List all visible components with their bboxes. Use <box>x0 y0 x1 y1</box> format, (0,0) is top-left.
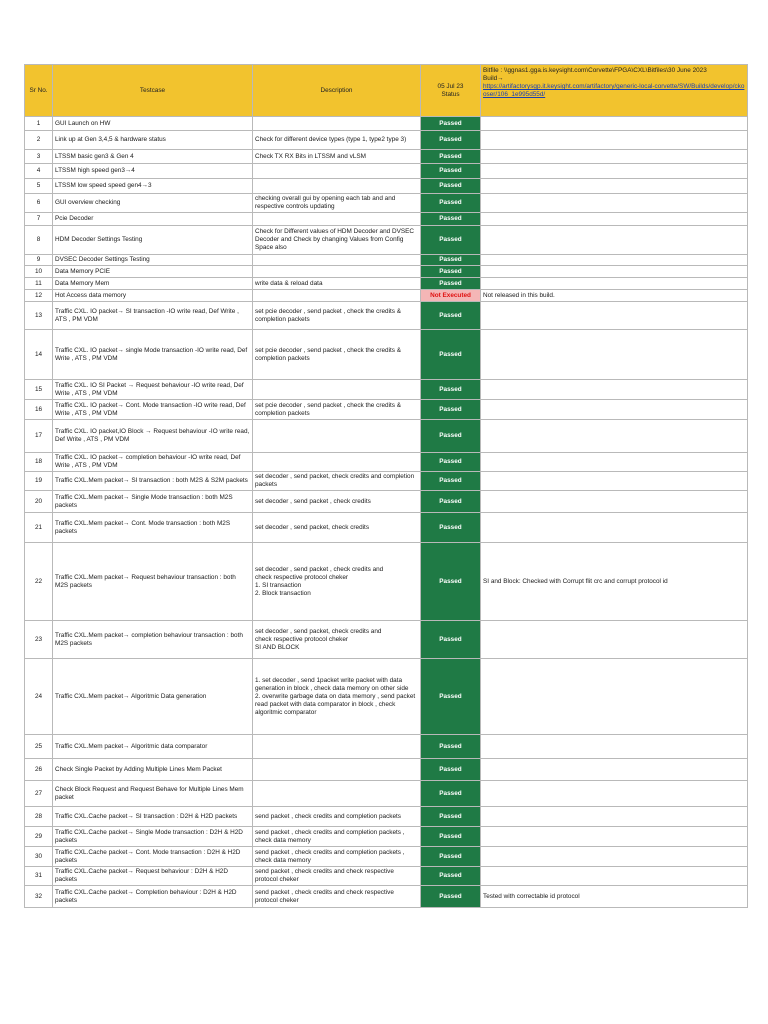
testcase-cell[interactable]: Traffic CXL.Mem packet→ completion behaviour transaction : both M2S packets <box>53 621 253 659</box>
sr-no-cell[interactable]: 7 <box>25 213 53 226</box>
description-cell[interactable]: set pcie decoder , send packet , check the credits & completion packets <box>253 400 421 420</box>
description-cell[interactable]: set decoder , send packet , check credits and check respective protocol cheker 1. SI transaction 2. Block transaction <box>253 543 421 621</box>
table-row <box>25 847 748 867</box>
build-note-cell[interactable] <box>481 278 748 290</box>
testcase-cell[interactable]: Check Single Packet by Adding Multiple Lines Mem Packet <box>53 759 253 781</box>
build-label: Build→ <box>483 75 504 82</box>
status-cell[interactable]: Passed <box>421 179 481 194</box>
build-note-cell[interactable] <box>481 302 748 330</box>
description-cell[interactable] <box>253 117 421 131</box>
sr-no-cell[interactable]: 13 <box>25 302 53 330</box>
status-cell[interactable]: Passed <box>421 847 481 867</box>
status-cell[interactable]: Passed <box>421 420 481 453</box>
build-note-cell[interactable] <box>481 380 748 400</box>
sr-no-cell[interactable]: 9 <box>25 255 53 266</box>
sr-no-cell[interactable]: 5 <box>25 179 53 194</box>
testcase-cell[interactable]: Data Memory Mem <box>53 278 253 290</box>
description-cell[interactable]: set decoder , send packet, check credits and completion packets <box>253 472 421 491</box>
build-note-cell[interactable] <box>481 513 748 543</box>
table-body <box>25 117 748 908</box>
table-row <box>25 827 748 847</box>
table-row <box>25 255 748 266</box>
description-cell[interactable]: Check for Different values of HDM Decoder and DVSEC Decoder and Check by changing Values from Config Space also <box>253 226 421 255</box>
table-row <box>25 759 748 781</box>
table-row <box>25 491 748 513</box>
build-note-cell[interactable] <box>481 491 748 513</box>
testcase-cell[interactable]: Traffic CXL. IO packet→ Cont. Mode transaction -IO write read, Def Write , ATS , PM VDM <box>53 400 253 420</box>
description-cell[interactable] <box>253 735 421 759</box>
header-sr-no[interactable]: Sr No. <box>25 65 53 117</box>
description-cell[interactable] <box>253 781 421 807</box>
description-cell[interactable]: Check TX RX Bits in LTSSM and vLSM <box>253 150 421 164</box>
build-note-cell[interactable] <box>481 807 748 827</box>
description-cell[interactable] <box>253 213 421 226</box>
build-note-cell[interactable] <box>481 867 748 886</box>
status-cell[interactable]: Passed <box>421 453 481 472</box>
status-cell[interactable]: Passed <box>421 226 481 255</box>
status-cell[interactable]: Passed <box>421 759 481 781</box>
testcase-cell[interactable]: Traffic CXL. IO packet→ completion behaviour -IO write read, Def Write , ATS , PM VDM <box>53 453 253 472</box>
table-row <box>25 330 748 380</box>
sr-no-cell[interactable]: 29 <box>25 827 53 847</box>
build-note-cell[interactable] <box>481 131 748 150</box>
testcase-cell[interactable]: LTSSM low speed speed gen4→3 <box>53 179 253 194</box>
testcase-cell[interactable]: Traffic CXL.Cache packet→ Single Mode transaction : D2H & H2D packets <box>53 827 253 847</box>
build-note-cell[interactable] <box>481 226 748 255</box>
status-cell[interactable]: Passed <box>421 659 481 735</box>
description-cell[interactable]: send packet , check credits and completion packets , check data memory <box>253 827 421 847</box>
build-note-cell[interactable] <box>481 150 748 164</box>
sr-no-cell[interactable]: 25 <box>25 735 53 759</box>
testcase-cell[interactable]: Traffic CXL. IO packet→ single Mode transaction -IO write read, Def Write , ATS , PM VDM <box>53 330 253 380</box>
status-cell[interactable]: Passed <box>421 278 481 290</box>
header-build-info[interactable] <box>481 65 748 117</box>
status-cell[interactable]: Passed <box>421 266 481 278</box>
test-results-table <box>24 64 748 908</box>
status-cell[interactable]: Passed <box>421 117 481 131</box>
table-row <box>25 621 748 659</box>
sr-no-cell[interactable]: 18 <box>25 453 53 472</box>
header-testcase[interactable]: Testcase <box>53 65 253 117</box>
table-row <box>25 513 748 543</box>
build-note-cell[interactable] <box>481 621 748 659</box>
description-cell[interactable]: send packet , check credits and completion packets , check data memory <box>253 847 421 867</box>
table-row <box>25 302 748 330</box>
description-cell[interactable] <box>253 179 421 194</box>
table-row <box>25 179 748 194</box>
description-cell[interactable]: 1. set decoder , send 1packet write packet with data generation in block , check data memory on other side 2. overwrite garbage data on data memory , send packet read packet with data comparator in block , check algoritmic comparator <box>253 659 421 735</box>
sr-no-cell[interactable]: 17 <box>25 420 53 453</box>
table-row <box>25 807 748 827</box>
build-note-cell[interactable]: Not released in this build. <box>481 290 748 302</box>
description-cell[interactable] <box>253 266 421 278</box>
testcase-cell[interactable]: LTSSM basic gen3 & Gen 4 <box>53 150 253 164</box>
testcase-cell[interactable]: Traffic CXL.Cache packet→ Cont. Mode transaction : D2H & H2D packets <box>53 847 253 867</box>
build-note-cell[interactable] <box>481 213 748 226</box>
build-note-cell[interactable]: SI and Block: Checked with Corrupt flit crc and corrupt protocol id <box>481 543 748 621</box>
description-cell[interactable]: set decoder , send packet , check credits <box>253 491 421 513</box>
description-cell[interactable]: send packet , check credits and completion packets <box>253 807 421 827</box>
build-note-cell[interactable] <box>481 735 748 759</box>
testcase-cell[interactable]: Traffic CXL.Mem packet→ Request behaviour transaction : both M2S packets <box>53 543 253 621</box>
status-cell[interactable]: Passed <box>421 472 481 491</box>
testcase-cell[interactable]: Traffic CXL.Mem packet→ Algoritmic Data generation <box>53 659 253 735</box>
build-note-cell[interactable] <box>481 781 748 807</box>
table-row <box>25 213 748 226</box>
status-cell[interactable]: Passed <box>421 491 481 513</box>
header-status-label: Status <box>441 90 460 98</box>
table-row <box>25 400 748 420</box>
description-cell[interactable]: send packet , check credits and check respective protocol cheker <box>253 867 421 886</box>
testcase-cell[interactable]: Traffic CXL. IO SI Packet → Request behaviour -IO write read, Def Write , ATS , PM VDM <box>53 380 253 400</box>
header-status[interactable] <box>421 65 481 117</box>
sr-no-cell[interactable]: 32 <box>25 886 53 908</box>
testcase-cell[interactable]: Link up at Gen 3,4,5 & hardware status <box>53 131 253 150</box>
sr-no-cell[interactable]: 8 <box>25 226 53 255</box>
testcase-cell[interactable]: Traffic CXL.Cache packet→ Completion behaviour : D2H & H2D packets <box>53 886 253 908</box>
sr-no-cell[interactable]: 16 <box>25 400 53 420</box>
build-note-cell[interactable] <box>481 827 748 847</box>
build-note-cell[interactable] <box>481 266 748 278</box>
sr-no-cell[interactable]: 28 <box>25 807 53 827</box>
status-cell[interactable]: Passed <box>421 150 481 164</box>
testcase-cell[interactable]: Traffic CXL.Mem packet→ Single Mode transaction : both M2S packets <box>53 491 253 513</box>
table-row <box>25 131 748 150</box>
description-cell[interactable]: set pcie decoder , send packet , check the credits & completion packets <box>253 302 421 330</box>
sr-no-cell[interactable]: 31 <box>25 867 53 886</box>
testcase-cell[interactable]: HDM Decoder Settings Testing <box>53 226 253 255</box>
build-note-cell[interactable] <box>481 659 748 735</box>
sr-no-cell[interactable]: 20 <box>25 491 53 513</box>
status-cell[interactable]: Passed <box>421 330 481 380</box>
testcase-cell[interactable]: Traffic CXL.Mem packet→ SI transaction : both M2S & S2M packets <box>53 472 253 491</box>
build-link[interactable]: https://artifactorysgp.it.keysight.com/artifactory/generic-local-corvette/SW/Builds/develop/ckooser/106_1e995d55d/ <box>483 83 745 98</box>
build-note-cell[interactable] <box>481 255 748 266</box>
description-cell[interactable]: Check for different device types (type 1, type2 type 3) <box>253 131 421 150</box>
sr-no-cell[interactable]: 15 <box>25 380 53 400</box>
testcase-cell[interactable]: LTSSM high speed gen3→4 <box>53 164 253 179</box>
build-note-cell[interactable] <box>481 847 748 867</box>
sr-no-cell[interactable]: 1 <box>25 117 53 131</box>
build-note-cell[interactable] <box>481 400 748 420</box>
build-note-cell[interactable] <box>481 179 748 194</box>
description-cell[interactable] <box>253 759 421 781</box>
table-row <box>25 278 748 290</box>
status-cell[interactable]: Passed <box>421 543 481 621</box>
build-note-cell[interactable] <box>481 194 748 213</box>
testcase-cell[interactable]: Hot Access data memory <box>53 290 253 302</box>
build-note-cell[interactable] <box>481 117 748 131</box>
testcase-cell[interactable]: Check Block Request and Request Behave for Multiple Lines Mem packet <box>53 781 253 807</box>
testcase-cell[interactable]: GUI Launch on HW <box>53 117 253 131</box>
table-row <box>25 194 748 213</box>
table-row <box>25 886 748 908</box>
sr-no-cell[interactable]: 19 <box>25 472 53 491</box>
status-cell[interactable]: Passed <box>421 735 481 759</box>
description-cell[interactable] <box>253 420 421 453</box>
table-row <box>25 164 748 179</box>
sr-no-cell[interactable]: 23 <box>25 621 53 659</box>
sr-no-cell[interactable]: 3 <box>25 150 53 164</box>
sr-no-cell[interactable]: 21 <box>25 513 53 543</box>
status-cell[interactable]: Passed <box>421 867 481 886</box>
header-description[interactable]: Description <box>253 65 421 117</box>
description-cell[interactable] <box>253 164 421 179</box>
table-row <box>25 781 748 807</box>
build-note-cell[interactable] <box>481 759 748 781</box>
table-row <box>25 380 748 400</box>
table-row <box>25 290 748 302</box>
table-row <box>25 117 748 131</box>
sr-no-cell[interactable]: 14 <box>25 330 53 380</box>
testcase-cell[interactable]: GUI overview checking <box>53 194 253 213</box>
status-cell[interactable]: Passed <box>421 213 481 226</box>
table-row <box>25 472 748 491</box>
status-cell[interactable]: Passed <box>421 131 481 150</box>
testcase-cell[interactable]: Traffic CXL.Mem packet→ Cont. Mode transaction : both M2S packets <box>53 513 253 543</box>
build-note-cell[interactable] <box>481 420 748 453</box>
status-cell[interactable]: Passed <box>421 194 481 213</box>
testcase-cell[interactable]: Traffic CXL.Cache packet→ SI transaction : D2H & H2D packets <box>53 807 253 827</box>
description-cell[interactable] <box>253 255 421 266</box>
status-cell[interactable]: Passed <box>421 827 481 847</box>
build-note-cell[interactable] <box>481 472 748 491</box>
build-note-cell[interactable] <box>481 330 748 380</box>
status-cell[interactable]: Passed <box>421 302 481 330</box>
status-cell[interactable]: Not Executed <box>421 290 481 302</box>
sr-no-cell[interactable]: 6 <box>25 194 53 213</box>
sr-no-cell[interactable]: 26 <box>25 759 53 781</box>
sr-no-cell[interactable]: 24 <box>25 659 53 735</box>
testcase-cell[interactable]: Traffic CXL. IO packet,IO Block → Request behaviour -IO write read, Def Write , ATS , PM VDM <box>53 420 253 453</box>
description-cell[interactable]: send packet , check credits and check respective protocol cheker <box>253 886 421 908</box>
description-cell[interactable]: checking overall gui by opening each tab and and respective controls updating <box>253 194 421 213</box>
table-row <box>25 543 748 621</box>
description-cell[interactable]: set decoder , send packet, check credits and check respective protocol cheker SI AND BLOCK <box>253 621 421 659</box>
status-cell[interactable]: Passed <box>421 400 481 420</box>
table-row <box>25 150 748 164</box>
sr-no-cell[interactable]: 22 <box>25 543 53 621</box>
description-cell[interactable]: set decoder , send packet, check credits <box>253 513 421 543</box>
table-row <box>25 420 748 453</box>
status-cell[interactable]: Passed <box>421 255 481 266</box>
testcase-cell[interactable]: Data Memory PCIE <box>53 266 253 278</box>
testcase-cell[interactable]: Traffic CXL. IO packet→ SI transaction -IO write read, Def Write , ATS , PM VDM <box>53 302 253 330</box>
sr-no-cell[interactable]: 10 <box>25 266 53 278</box>
table-row <box>25 867 748 886</box>
description-cell[interactable]: write data & reload data <box>253 278 421 290</box>
testcase-cell[interactable]: Traffic CXL.Mem packet→ Algoritmic data comparator <box>53 735 253 759</box>
sr-no-cell[interactable]: 4 <box>25 164 53 179</box>
status-cell[interactable]: Passed <box>421 513 481 543</box>
testcase-cell[interactable]: Pcie Decoder <box>53 213 253 226</box>
table-row <box>25 266 748 278</box>
description-cell[interactable] <box>253 290 421 302</box>
table-row <box>25 659 748 735</box>
status-cell[interactable]: Passed <box>421 781 481 807</box>
header-status-date: 05 Jul 23 <box>437 82 464 90</box>
description-cell[interactable] <box>253 380 421 400</box>
sr-no-cell[interactable]: 11 <box>25 278 53 290</box>
build-note-cell[interactable]: Tested with correctable id protocol <box>481 886 748 908</box>
description-cell[interactable]: set pcie decoder , send packet , check the credits & completion packets <box>253 330 421 380</box>
sr-no-cell[interactable]: 12 <box>25 290 53 302</box>
build-note-cell[interactable] <box>481 164 748 179</box>
testcase-cell[interactable]: DVSEC Decoder Settings Testing <box>53 255 253 266</box>
sr-no-cell[interactable]: 30 <box>25 847 53 867</box>
table-row <box>25 735 748 759</box>
build-note-cell[interactable] <box>481 453 748 472</box>
table-row <box>25 453 748 472</box>
status-cell[interactable]: Passed <box>421 164 481 179</box>
sr-no-cell[interactable]: 27 <box>25 781 53 807</box>
status-cell[interactable]: Passed <box>421 380 481 400</box>
table-row <box>25 226 748 255</box>
description-cell[interactable] <box>253 453 421 472</box>
header-row <box>25 65 748 117</box>
sr-no-cell[interactable]: 2 <box>25 131 53 150</box>
testcase-cell[interactable]: Traffic CXL.Cache packet→ Request behaviour : D2H & H2D packets <box>53 867 253 886</box>
status-cell[interactable]: Passed <box>421 621 481 659</box>
bitfile-path: Bitfile : \\ggnas1.gga.is.keysight.com\Corvette\FPGA\CXL\Bitfiles\30 June 2023 <box>483 67 707 74</box>
status-cell[interactable]: Passed <box>421 807 481 827</box>
status-cell[interactable]: Passed <box>421 886 481 908</box>
